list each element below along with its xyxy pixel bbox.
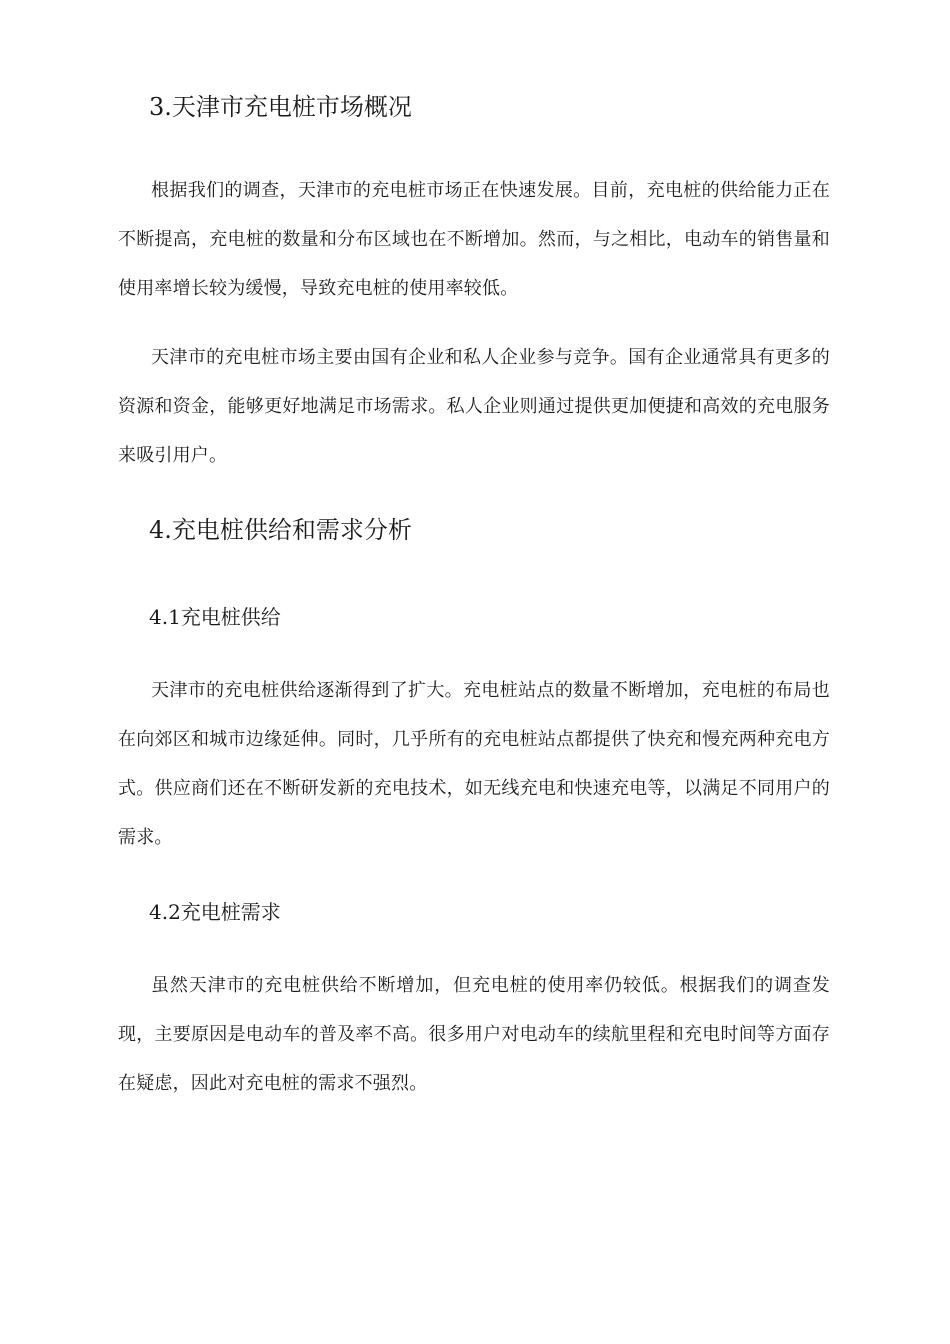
- subsection-4-2-heading: 4.2充电桩需求: [149, 900, 281, 924]
- subsection-4-2-paragraph: 虽然天津市的充电桩供给不断增加，但充电桩的使用率仍较低。根据我们的调查发现，主要原因是电动车的普及率不高。很多用户对电动车的续航里程和充电时间等方面存在疑虑，因此对充电桩的需求不强烈。: [118, 975, 830, 1094]
- subsection-4-1-paragraph: 天津市的充电桩供给逐渐得到了扩大。充电桩站点的数量不断增加，充电桩的布局也在向郊区和城市边缘延伸。同时，几乎所有的充电桩站点都提供了快充和慢充两种充电方式。供应商们还在不断研发新的充电技术，如无线充电和快速充电等，以满足不同用户的需求。: [118, 680, 830, 848]
- subsection-4-1-heading: 4.1充电桩供给: [149, 605, 281, 629]
- section-4-heading: 4.充电桩供给和需求分析: [149, 516, 412, 544]
- section-3-heading: 3.天津市充电桩市场概况: [149, 93, 412, 121]
- section-3-paragraph-1: 根据我们的调查，天津市的充电桩市场正在快速发展。目前，充电桩的供给能力正在不断提高，充电桩的数量和分布区域也在不断增加。然而，与之相比，电动车的销售量和使用率增长较为缓慢，导致充电桩的使用率较低。: [118, 180, 830, 299]
- section-3-paragraph-2: 天津市的充电桩市场主要由国有企业和私人企业参与竞争。国有企业通常具有更多的资源和资金，能够更好地满足市场需求。私人企业则通过提供更加便捷和高效的充电服务来吸引用户。: [118, 347, 830, 466]
